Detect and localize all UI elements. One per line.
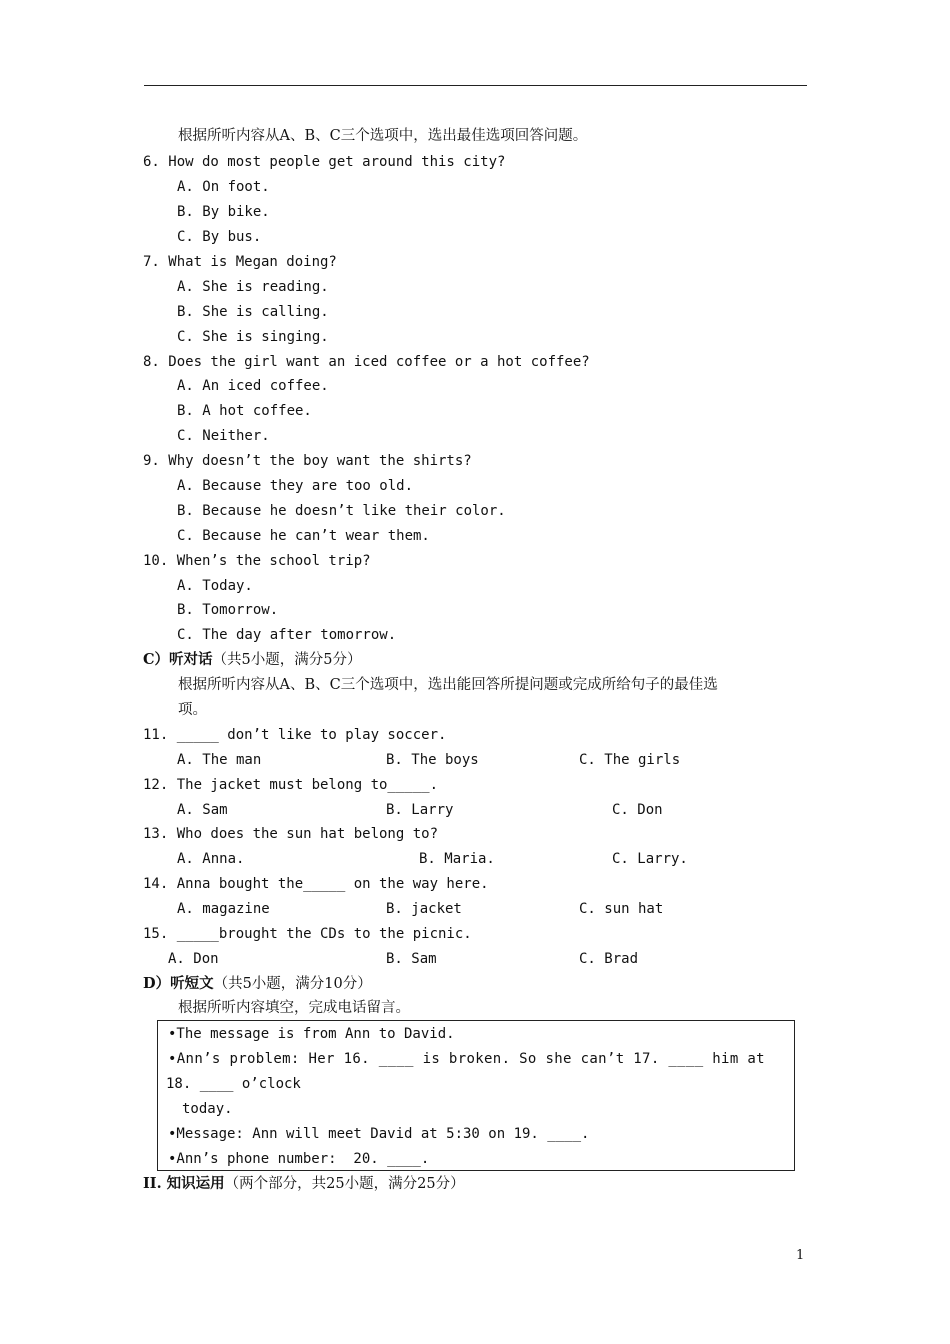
option-12b: B. Larry	[386, 802, 454, 818]
option-12a: A. Sam	[177, 802, 228, 818]
option-6c: C. By bus.	[177, 229, 262, 245]
option-15a: A. Don	[168, 951, 219, 967]
section-d-heading	[143, 974, 372, 994]
page-number: 1	[796, 1248, 805, 1263]
question-15: 15. _____brought the CDs to the picnic.	[143, 926, 472, 942]
part-b-instruction: 根据所听内容从A、B、C三个选项中，选出最佳选项回答问题。	[178, 128, 588, 144]
option-11b: B. The boys	[386, 752, 479, 768]
option-10c: C. The day after tomorrow.	[177, 627, 397, 643]
section-d-instruction: 根据所听内容填空，完成电话留言。	[178, 1000, 410, 1016]
section-ii-heading	[143, 1174, 465, 1194]
question-7: 7. What is Megan doing?	[143, 254, 337, 270]
question-12: 12. The jacket must belong to_____.	[143, 777, 439, 793]
option-6a: A. On foot.	[177, 179, 270, 195]
section-c-instruction-1: 根据所听内容从A、B、C三个选项中，选出能回答所提问题或完成所给句子的最佳选	[178, 677, 718, 693]
section-c-title: C）听对话	[143, 651, 213, 668]
section-ii-note: （两个部分，共25小题，满分25分）	[224, 1176, 465, 1192]
question-14: 14. Anna bought the_____ on the way here.	[143, 876, 489, 892]
question-10: 10. When’s the school trip?	[143, 553, 371, 569]
message-line-6: •Ann’s phone number: 20. ____.	[168, 1151, 430, 1167]
option-7a: A. She is reading.	[177, 279, 329, 295]
option-14b: B. jacket	[386, 901, 462, 917]
question-8: 8. Does the girl want an iced coffee or a hot coffee?	[143, 354, 590, 370]
option-7c: C. She is singing.	[177, 329, 329, 345]
question-9: 9. Why doesn’t the boy want the shirts?	[143, 453, 472, 469]
option-9a: A. Because they are too old.	[177, 478, 414, 494]
option-12c: C. Don	[612, 802, 663, 818]
option-11c: C. The girls	[579, 752, 681, 768]
option-13c: C. Larry.	[612, 851, 688, 867]
header-rule	[144, 85, 807, 86]
option-8c: C. Neither.	[177, 428, 270, 444]
option-13b: B. Maria.	[419, 851, 495, 867]
option-8a: A. An iced coffee.	[177, 378, 329, 394]
option-7b: B. She is calling.	[177, 304, 329, 320]
section-d-title: D）听短文	[143, 975, 214, 992]
option-9b: B. Because he doesn’t like their color.	[177, 503, 506, 519]
section-c-heading	[143, 650, 362, 670]
question-6: 6. How do most people get around this city?	[143, 154, 506, 170]
section-c-note: （共5小题，满分5分）	[212, 652, 362, 668]
option-10b: B. Tomorrow.	[177, 602, 279, 618]
message-line-1: •The message is from Ann to David.	[168, 1026, 455, 1042]
option-8b: B. A hot coffee.	[177, 403, 312, 419]
option-15b: B. Sam	[386, 951, 437, 967]
question-13: 13. Who does the sun hat belong to?	[143, 826, 439, 842]
message-line-4: today.	[182, 1101, 233, 1117]
option-14c: C. sun hat	[579, 901, 664, 917]
section-c-instruction-2: 项。	[178, 702, 207, 718]
option-10a: A. Today.	[177, 578, 253, 594]
section-ii-title: II. 知识运用	[143, 1175, 225, 1192]
question-11: 11. _____ don’t like to play soccer.	[143, 727, 447, 743]
message-line-5: •Message: Ann will meet David at 5:30 on 19. ____.	[168, 1126, 590, 1142]
message-line-3: 18. ____ o’clock	[166, 1076, 301, 1092]
option-13a: A. Anna.	[177, 851, 245, 867]
option-6b: B. By bike.	[177, 204, 270, 220]
message-line-2: •Ann’s problem: Her 16. ____ is broken. So she can’t 17. ____ him at	[168, 1051, 765, 1067]
option-15c: C. Brad	[579, 951, 639, 967]
option-11a: A. The man	[177, 752, 262, 768]
option-9c: C. Because he can’t wear them.	[177, 528, 430, 544]
option-14a: A. magazine	[177, 901, 270, 917]
section-d-note: （共5小题，满分10分）	[213, 976, 372, 992]
